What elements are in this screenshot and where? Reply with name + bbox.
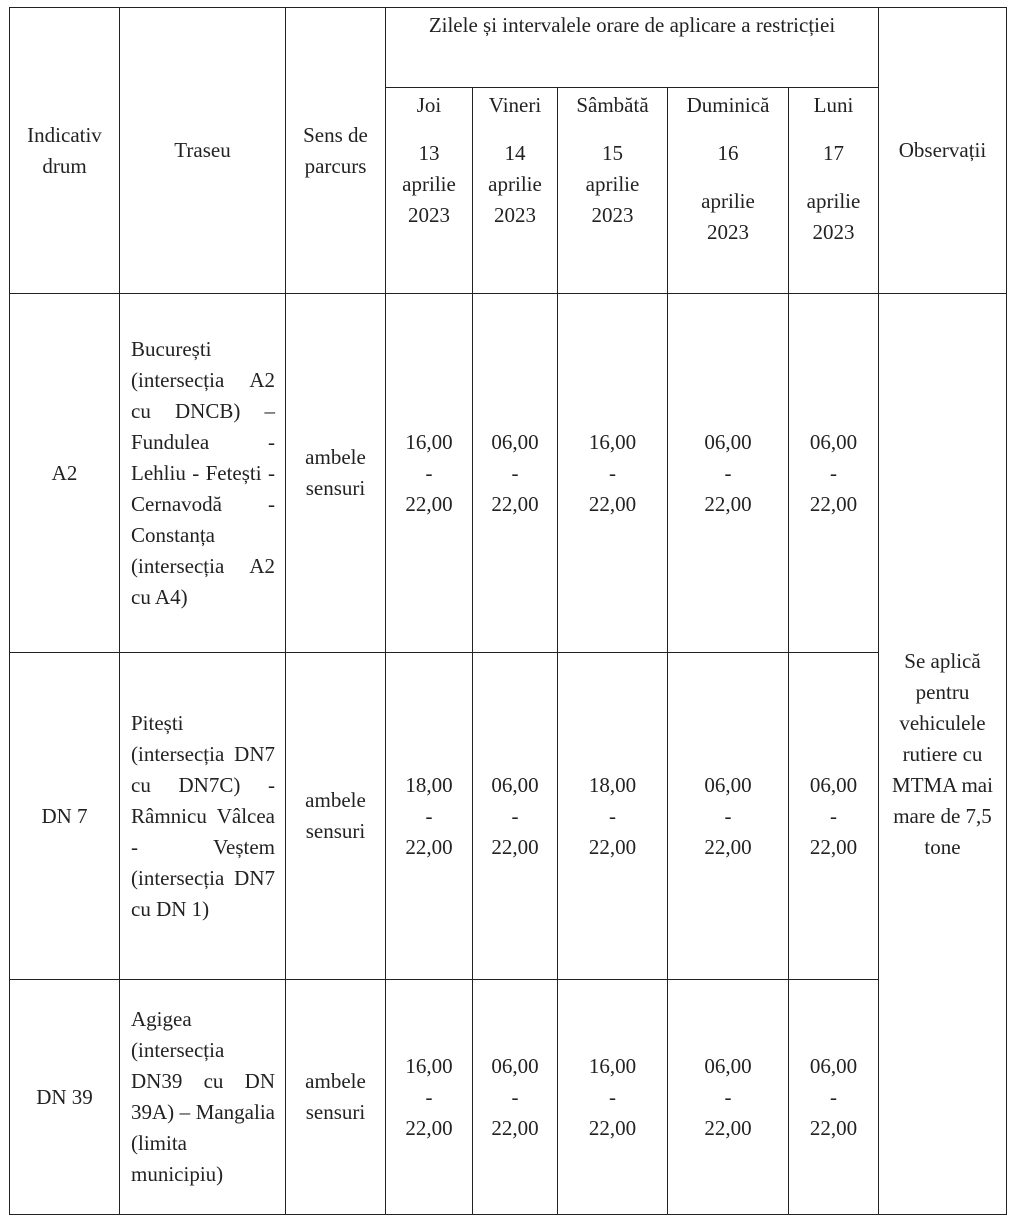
road-direction: ambele sensuri — [286, 980, 386, 1215]
header-day: Vineri 14 aprilie 2023 — [473, 88, 558, 294]
time-interval: 18,00 - 22,00 — [558, 653, 668, 980]
restrictions-table — [9, 7, 1007, 1215]
road-route: Pitești (intersecția DN7 cu DN7C) - Râmnicu Vâlcea - Veștem (intersecția DN7 cu DN 1) — [120, 653, 286, 980]
header-traseu: Traseu — [120, 8, 286, 294]
time-interval: 06,00 - 22,00 — [473, 294, 558, 653]
observations-cell: Se aplică pentru vehiculele rutiere cu MTMA mai mare de 7,5 tone — [879, 294, 1007, 1215]
time-interval: 06,00 - 22,00 — [789, 294, 879, 653]
time-interval: 06,00 - 22,00 — [668, 294, 789, 653]
road-route: București (intersecția A2 cu DNCB) – Fundulea - Lehliu - Fetești - Cernavodă - Constanța (intersecția A2 cu A4) — [120, 294, 286, 653]
road-direction: ambele sensuri — [286, 653, 386, 980]
road-indicativ: DN 7 — [10, 653, 120, 980]
time-interval: 06,00 - 22,00 — [668, 653, 789, 980]
time-interval: 16,00 - 22,00 — [386, 294, 473, 653]
road-indicativ: DN 39 — [10, 980, 120, 1215]
time-interval: 06,00 - 22,00 — [473, 653, 558, 980]
header-indicativ: Indicativ drum — [10, 8, 120, 294]
header-row-1 — [10, 8, 1007, 88]
header-day: Luni 17 aprilie 2023 — [789, 88, 879, 294]
table-row — [10, 980, 1007, 1215]
table-row — [10, 653, 1007, 980]
header-sens: Sens de parcurs — [286, 8, 386, 294]
road-indicativ: A2 — [10, 294, 120, 653]
time-interval: 16,00 - 22,00 — [558, 980, 668, 1215]
time-interval: 06,00 - 22,00 — [789, 980, 879, 1215]
header-day: Sâmbătă 15 aprilie 2023 — [558, 88, 668, 294]
header-day: Duminică 16 aprilie 2023 — [668, 88, 789, 294]
time-interval: 06,00 - 22,00 — [789, 653, 879, 980]
road-direction: ambele sensuri — [286, 294, 386, 653]
time-interval: 18,00 - 22,00 — [386, 653, 473, 980]
time-interval: 16,00 - 22,00 — [386, 980, 473, 1215]
header-days-group: Zilele și intervalele orare de aplicare a restricției — [386, 8, 879, 88]
header-day: Joi 13 aprilie 2023 — [386, 88, 473, 294]
road-route: Agigea (intersecția DN39 cu DN 39A) – Mangalia (limita municipiu) — [120, 980, 286, 1215]
table-row — [10, 294, 1007, 653]
time-interval: 06,00 - 22,00 — [668, 980, 789, 1215]
header-observatii: Observații — [879, 8, 1007, 294]
time-interval: 06,00 - 22,00 — [473, 980, 558, 1215]
time-interval: 16,00 - 22,00 — [558, 294, 668, 653]
